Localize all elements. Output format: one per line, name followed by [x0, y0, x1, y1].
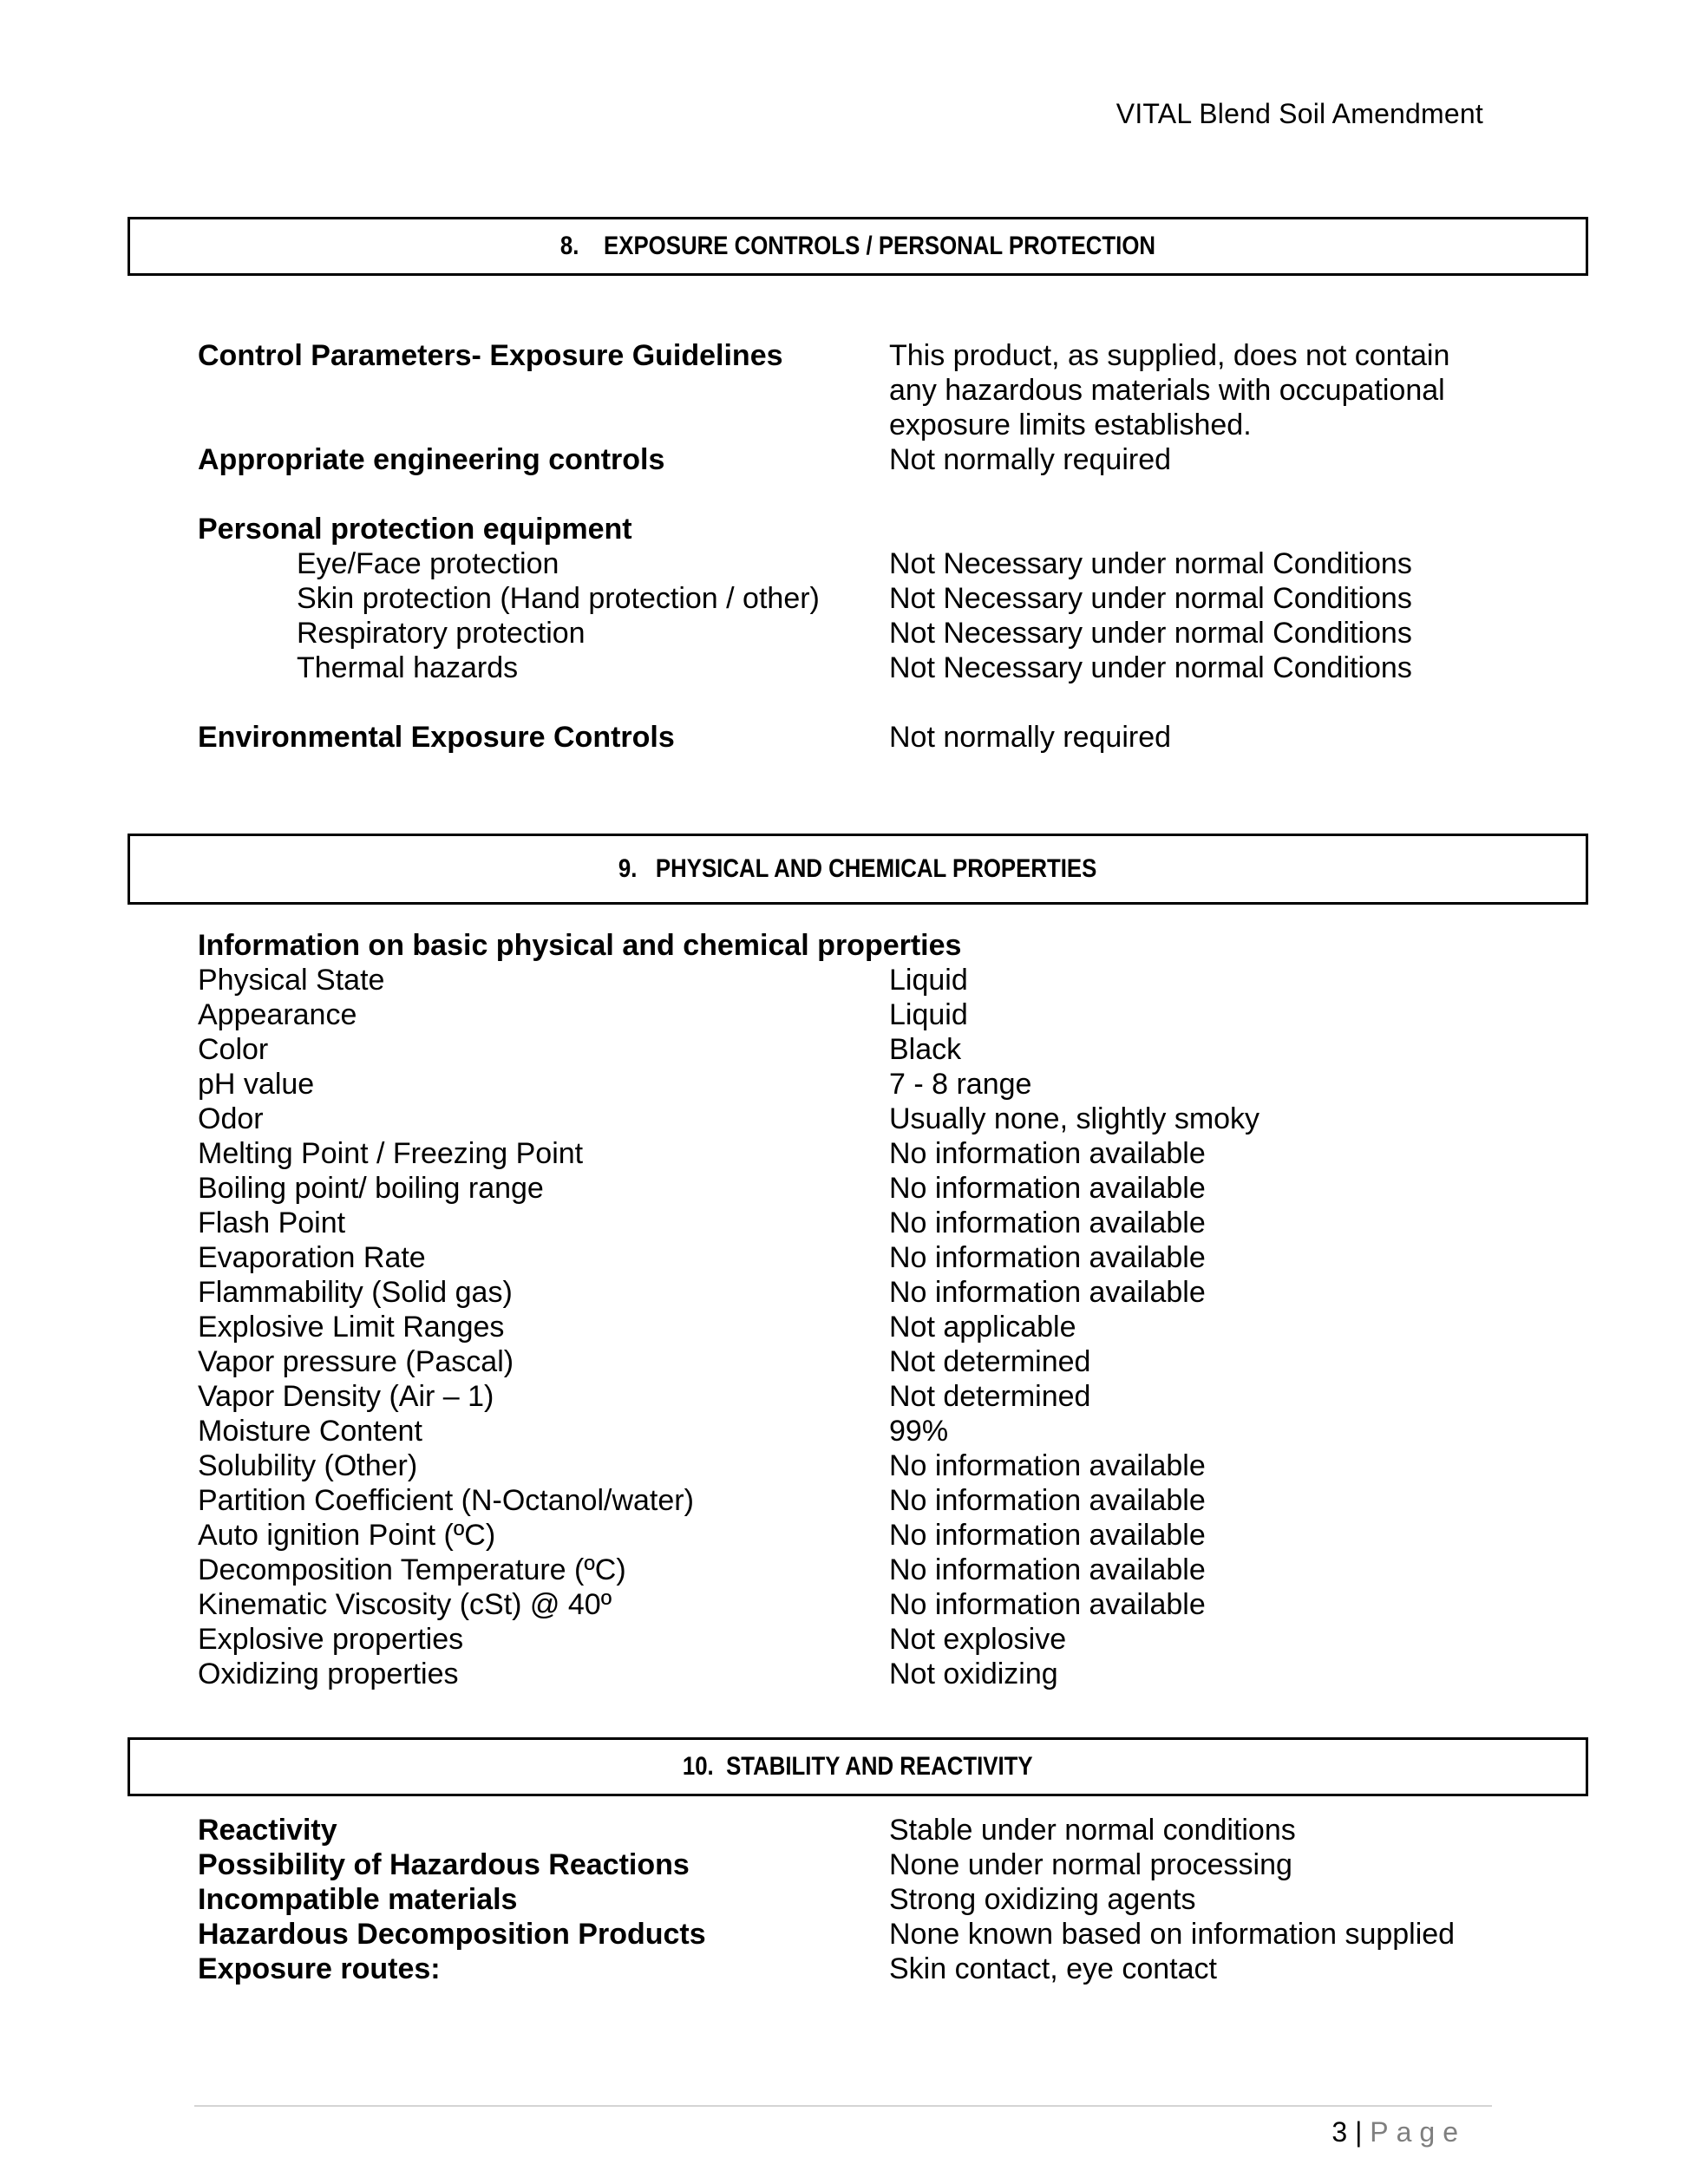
section-9-title: 9. PHYSICAL AND CHEMICAL PROPERTIES [618, 854, 1097, 883]
stability-value: None known based on information supplied [889, 1918, 1456, 1951]
ppe-value: Not Necessary under normal Conditions [889, 547, 1412, 580]
ppe-heading: Personal protection equipment [198, 513, 632, 546]
environmental-controls-label: Environmental Exposure Controls [198, 721, 675, 754]
stability-value: Stable under normal conditions [889, 1814, 1296, 1847]
property-value: Black [889, 1033, 962, 1066]
property-value: No information available [889, 1449, 1206, 1482]
property-value: 99% [889, 1415, 949, 1448]
property-label: Explosive Limit Ranges [198, 1311, 505, 1344]
control-parameters-value-line-1: This product, as supplied, does not contain [889, 339, 1450, 372]
page-separator: | [1347, 2116, 1371, 2148]
control-parameters-value-line-3: exposure limits established. [889, 409, 1252, 441]
section-8-title: 8. EXPOSURE CONTROLS / PERSONAL PROTECTION [559, 232, 1156, 260]
property-label: pH value [198, 1068, 315, 1101]
property-value: Not oxidizing [889, 1658, 1058, 1690]
stability-label: Possibility of Hazardous Reactions [198, 1848, 690, 1881]
stability-value: Strong oxidizing agents [889, 1883, 1196, 1916]
property-value: No information available [889, 1137, 1206, 1170]
property-label: Flash Point [198, 1206, 346, 1239]
property-label: Physical State [198, 964, 385, 997]
property-label: Flammability (Solid gas) [198, 1276, 513, 1309]
section-10-header-box [128, 1737, 1588, 1796]
property-label: Partition Coefficient (N-Octanol/water) [198, 1484, 694, 1517]
stability-label: Exposure routes: [198, 1952, 441, 1985]
ppe-label: Eye/Face protection [297, 547, 559, 580]
page-footer [1331, 2116, 1466, 2148]
stability-value: Skin contact, eye contact [889, 1952, 1217, 1985]
ppe-value: Not Necessary under normal Conditions [889, 617, 1412, 650]
property-label: Auto ignition Point (ºC) [198, 1519, 496, 1552]
section-10-title: 10. STABILITY AND REACTIVITY [683, 1752, 1033, 1781]
property-value: Not determined [889, 1345, 1091, 1378]
section-9-header-box [128, 834, 1588, 905]
property-value: No information available [889, 1484, 1206, 1517]
ppe-label: Thermal hazards [297, 651, 519, 684]
section-8-header-box [128, 217, 1588, 276]
document-header-title: VITAL Blend Soil Amendment [1116, 98, 1483, 129]
ppe-label: Skin protection (Hand protection / other) [297, 582, 820, 615]
ppe-value: Not Necessary under normal Conditions [889, 582, 1412, 615]
property-value: Not determined [889, 1380, 1091, 1413]
ppe-label: Respiratory protection [297, 617, 586, 650]
engineering-controls-value: Not normally required [889, 443, 1172, 476]
property-value: Liquid [889, 998, 968, 1031]
stability-label: Reactivity [198, 1814, 337, 1847]
property-label: Boiling point/ boiling range [198, 1172, 544, 1205]
property-label: Moisture Content [198, 1415, 422, 1448]
property-label: Color [198, 1033, 269, 1066]
environmental-controls-value: Not normally required [889, 721, 1172, 754]
property-label: Oxidizing properties [198, 1658, 459, 1690]
engineering-controls-label: Appropriate engineering controls [198, 443, 665, 476]
property-value: No information available [889, 1241, 1206, 1274]
property-label: Evaporation Rate [198, 1241, 426, 1274]
properties-heading: Information on basic physical and chemical properties [198, 929, 962, 962]
property-label: Melting Point / Freezing Point [198, 1137, 584, 1170]
control-parameters-label: Control Parameters- Exposure Guidelines [198, 339, 783, 372]
property-value: 7 - 8 range [889, 1068, 1032, 1101]
stability-label: Hazardous Decomposition Products [198, 1918, 706, 1951]
property-label: Solubility (Other) [198, 1449, 418, 1482]
footer-divider [194, 2105, 1492, 2107]
property-value: No information available [889, 1519, 1206, 1552]
property-value: Not applicable [889, 1311, 1076, 1344]
property-value: Not explosive [889, 1623, 1067, 1656]
property-label: Kinematic Viscosity (cSt) @ 40º [198, 1588, 612, 1621]
property-value: No information available [889, 1553, 1206, 1586]
property-label: Appearance [198, 998, 357, 1031]
stability-value: None under normal processing [889, 1848, 1292, 1881]
property-label: Vapor pressure (Pascal) [198, 1345, 514, 1378]
property-value: Liquid [889, 964, 968, 997]
property-value: No information available [889, 1276, 1206, 1309]
property-value: No information available [889, 1588, 1206, 1621]
page-label: Page [1370, 2116, 1466, 2148]
property-label: Explosive properties [198, 1623, 464, 1656]
property-value: Usually none, slightly smoky [889, 1102, 1260, 1135]
property-label: Odor [198, 1102, 264, 1135]
control-parameters-value-line-2: any hazardous materials with occupational [889, 374, 1445, 407]
stability-label: Incompatible materials [198, 1883, 518, 1916]
property-label: Decomposition Temperature (ºC) [198, 1553, 626, 1586]
page-number: 3 [1331, 2116, 1348, 2148]
ppe-value: Not Necessary under normal Conditions [889, 651, 1412, 684]
property-value: No information available [889, 1206, 1206, 1239]
property-label: Vapor Density (Air – 1) [198, 1380, 494, 1413]
property-value: No information available [889, 1172, 1206, 1205]
